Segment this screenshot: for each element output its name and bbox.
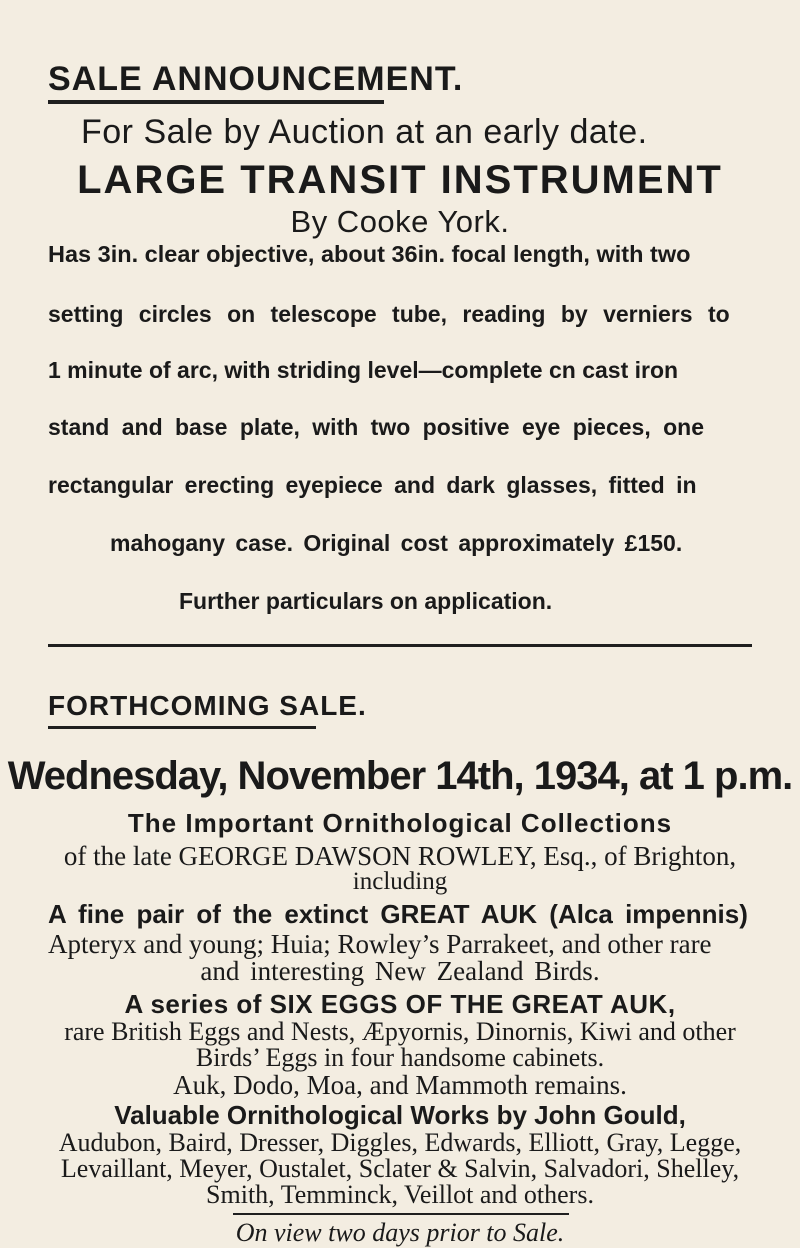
sale-heading: SALE ANNOUNCEMENT. — [48, 60, 464, 98]
description-line: Further particulars on application. — [179, 588, 553, 614]
description-line: mahogany case. Original cost approximately £150. — [110, 530, 683, 556]
collector-line: including — [352, 868, 448, 895]
eggs-line: Birds’ Eggs in four handsome cabinets. — [195, 1043, 605, 1072]
view-divider — [233, 1213, 569, 1215]
description-line: Has 3in. clear objective, about 36in. focal length, with two — [48, 241, 691, 267]
description-line: rectangular erecting eyepiece and dark glasses, fitted in — [48, 472, 697, 498]
instrument-title: LARGE TRANSIT INSTRUMENT — [77, 158, 723, 202]
description-line: setting circles on telescope tube, reading by verniers to — [48, 301, 730, 327]
works-line: Valuable Ornithological Works by John Gould, — [114, 1100, 686, 1130]
eggs-line: rare British Eggs and Nests, Æpyornis, Dinornis, Kiwi and other — [64, 1017, 736, 1046]
auk-line: Apteryx and young; Huia; Rowley’s Parrakeet, and other rare — [48, 929, 712, 959]
instrument-maker: By Cooke York. — [290, 204, 510, 239]
view-note: On view two days prior to Sale. — [235, 1218, 565, 1247]
remains-line: Auk, Dodo, Moa, and Mammoth remains. — [173, 1070, 627, 1100]
description-line: stand and base plate, with two positive eye pieces, one — [48, 414, 704, 440]
works-line: Levaillant, Meyer, Oustalet, Sclater & Salvin, Salvadori, Shelley, — [60, 1154, 740, 1183]
sale-heading-rule — [48, 100, 384, 104]
sale-date: Wednesday, November 14th, 1934, at 1 p.m. — [7, 754, 793, 798]
auk-line: and interesting New Zealand Birds. — [200, 956, 600, 986]
works-line: Smith, Temminck, Veillot and others. — [206, 1180, 594, 1209]
works-line: Audubon, Baird, Dresser, Diggles, Edwards, Elliott, Gray, Legge, — [58, 1128, 742, 1157]
eggs-line: A series of SIX EGGS OF THE GREAT AUK, — [124, 989, 676, 1019]
sale-subheading: For Sale by Auction at an early date. — [81, 113, 648, 151]
collector-line: of the late GEORGE DAWSON ROWLEY, Esq., of Brighton, — [63, 841, 737, 871]
auk-line: A fine pair of the extinct GREAT AUK (Alca impennis) — [48, 899, 748, 929]
section-divider — [48, 644, 752, 647]
forthcoming-heading-rule — [48, 726, 316, 729]
forthcoming-heading: FORTHCOMING SALE. — [48, 690, 367, 721]
announcements-line — [0, 0, 6, 1]
description-line: 1 minute of arc, with striding level—complete cn cast iron — [48, 357, 679, 383]
collections-title: The Important Ornithological Collections — [127, 808, 673, 838]
